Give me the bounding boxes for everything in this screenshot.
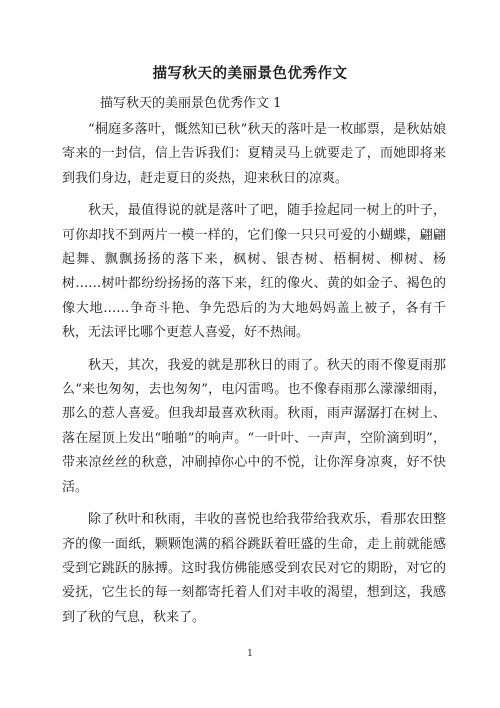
essay-body [62, 118, 446, 638]
page-number: 1 [247, 649, 253, 659]
essay-subtitle: 描写秋天的美丽景色优秀作文 1 [100, 96, 282, 111]
page-title: 描写秋天的美丽景色优秀作文 [152, 65, 348, 82]
paragraph-autumn-rain: 秋天，其次，我爱的就是那秋日的雨了。秋天的雨不像夏雨那么“来也匆匆，去也匆匆”，电闪雷鸣。也不像春雨那么濛濛细雨，那么的惹人喜爱。但我却最喜欢秋雨。秋雨，雨声潺潺打在树上、落在屋顶上发出“啪啪”的响声。“一叶叶、一声声，空阶滴到明”，带来凉丝丝的秋意，冲刷掉你心中的不悦，让你浑身凉爽，好不快活。 [62, 357, 446, 495]
paragraph-fallen-leaves: 秋天，最值得说的就是落叶了吧，随手捡起同一树上的叶子，可你却找不到两片一模一样的，它们像一只只可爱的小蝴蝶，翩翩起舞、飘飘扬扬的落下来，枫树、银杏树、梧桐树、柳树、杨树……树叶都纷纷扬扬的落下来，红的像火、黄的如金子、褐色的像大地……争奇斗艳、争先恐后的为大地妈妈盖上被子，各有千秋，无法评比哪个更惹人喜爱，好不热闹。 [62, 203, 446, 341]
paragraph-harvest: 除了秋叶和秋雨，丰收的喜悦也给我带给我欢乐，看那农田整齐的像一面纸，颗颗饱满的稻谷跳跃着旺盛的生命，走上前就能感受到它跳跃的脉搏。这时我仿佛能感受到农民对它的期盼，对它的爱抚，它生长的每一刻都寄托着人们对丰收的渴望，想到这，我感到了秋的气息，秋来了。 [62, 512, 446, 625]
paragraph-fallen-leaves-intro: “桐庭多落叶，慨然知已秋”秋天的落叶是一枚邮票，是秋姑娘寄来的一封信，信上告诉我们：夏精灵马上就要走了，而她即将来到我们身边，赶走夏日的炎热，迎来秋日的凉爽。 [62, 122, 446, 186]
